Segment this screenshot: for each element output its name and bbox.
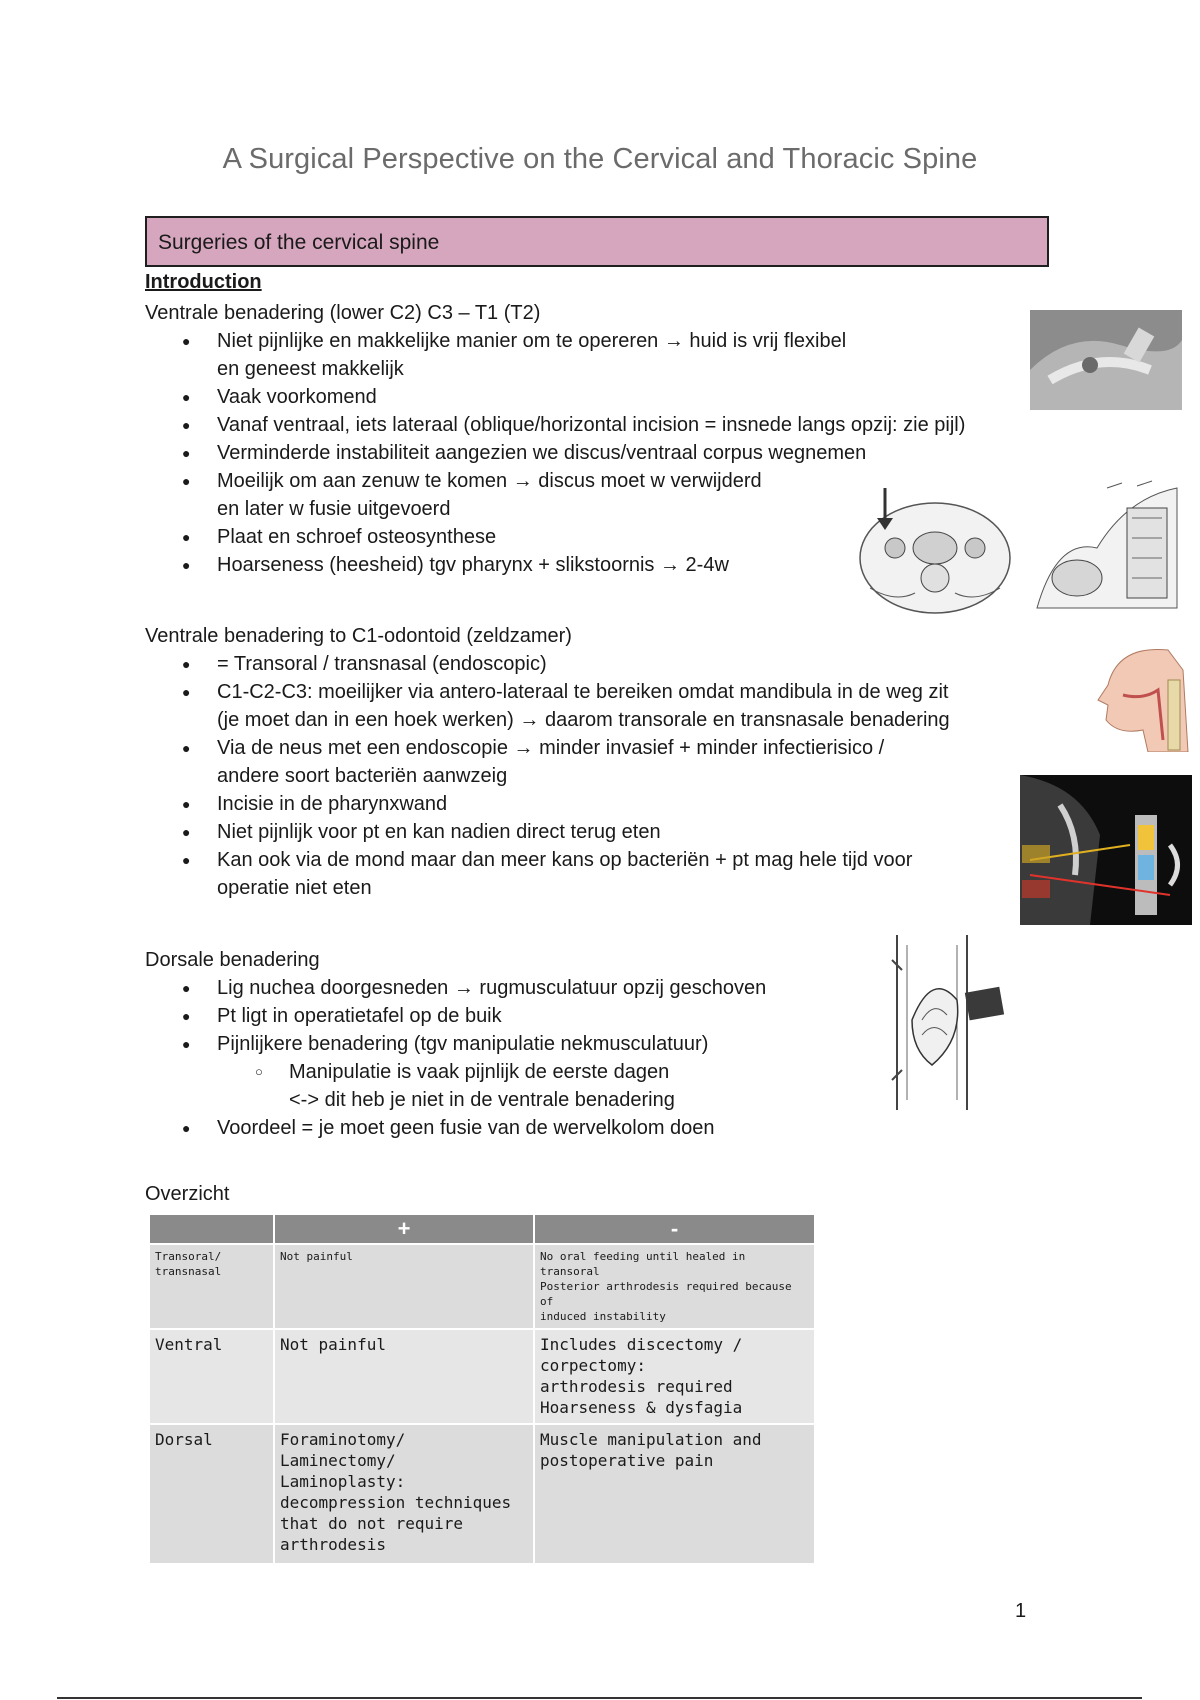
sagittal-diagram	[1027, 478, 1187, 618]
dorsal-sublist	[217, 1058, 925, 1114]
surgery-photo	[1030, 310, 1182, 410]
cross-section-diagram	[855, 478, 1015, 618]
page-number: 1	[1015, 1600, 1027, 1622]
transoral-list	[145, 650, 1065, 902]
dorsal-incision-drawing	[882, 930, 1007, 1115]
list-item: ○ Manipulatie is vaak pijnlijk de eerste dagen <-> dit heb je niet in de ventrale benadering	[145, 1058, 925, 1114]
table-row	[149, 1244, 815, 1329]
ventral-heading: Ventrale benadering (lower C2) C3 – T1 (T2)	[145, 302, 541, 324]
table-cell: Not painful	[274, 1244, 534, 1329]
list-item: ● Lig nuchea doorgesneden → rugmusculatuur opzij geschoven	[145, 974, 925, 1002]
list-item: ● Pijnlijkere benadering (tgv manipulatie nekmusculatuur) ○ Manipulatie is vaak pijnlijk de eerste dagen <-> dit heb je niet in de ventrale benadering	[145, 1030, 925, 1114]
list-item: ● Hoarseness (heesheid) tgv pharynx + slikstoornis → 2-4w	[145, 551, 1065, 579]
list-item: ● Vanaf ventraal, iets lateraal (oblique/horizontal incision = insnede langs opzij: zie pijl)	[145, 411, 1065, 439]
table-row	[149, 1424, 815, 1564]
list-item: ● Niet pijnlijke en makkelijke manier om te opereren → huid is vrij flexibel en geneest makkelijk	[145, 327, 1065, 383]
table-header-cell	[149, 1214, 274, 1244]
table-cell: Transoral/ transnasal	[149, 1244, 274, 1329]
list-item: ● Verminderde instabiliteit aangezien we discus/ventraal corpus wegnemen	[145, 439, 1065, 467]
list-item: ● Voordeel = je moet geen fusie van de wervelkolom doen	[145, 1114, 925, 1142]
head-anatomy-illustration	[1088, 640, 1198, 752]
footer-divider	[57, 1697, 1142, 1699]
table-cell: Foraminotomy/ Laminectomy/ Laminoplasty: decompression techniques that do not require arthrodesis	[274, 1424, 534, 1564]
introduction-heading: Introduction	[145, 271, 262, 293]
table-header-row	[149, 1214, 815, 1244]
table-cell: Ventral	[149, 1329, 274, 1424]
table-cell: Dorsal	[149, 1424, 274, 1564]
list-item: ● Vaak voorkomend	[145, 383, 1065, 411]
table-cell: No oral feeding until healed in transoral Posterior arthrodesis required because of induced instability	[534, 1244, 815, 1329]
table-header-cell: +	[274, 1214, 534, 1244]
list-item: ● Plaat en schroef osteosynthese	[145, 523, 1065, 551]
overview-heading: Overzicht	[145, 1183, 230, 1205]
table-header-cell: -	[534, 1214, 815, 1244]
list-item: ● Via de neus met een endoscopie → minder invasief + minder infectierisico / andere soort bacteriën aanwzeig	[145, 734, 1065, 790]
list-item: ● Moeilijk om aan zenuw te komen → discus moet w verwijderd en later w fusie uitgevoerd	[145, 467, 1065, 523]
list-item: ● Kan ook via de mond maar dan meer kans op bacteriën + pt mag hele tijd voor operatie niet eten	[145, 846, 1065, 902]
table-row	[149, 1329, 815, 1424]
table-cell: Not painful	[274, 1329, 534, 1424]
list-item: ● Pt ligt in operatietafel op de buik	[145, 1002, 925, 1030]
overview-table	[148, 1213, 816, 1565]
dorsal-list	[145, 974, 925, 1142]
section-header: Surgeries of the cervical spine	[145, 216, 1049, 267]
list-item: ● Incisie in de pharynxwand	[145, 790, 1065, 818]
table-cell: Muscle manipulation and postoperative pain	[534, 1424, 815, 1564]
list-item: ● = Transoral / transnasal (endoscopic)	[145, 650, 1065, 678]
transoral-heading: Ventrale benadering to C1-odontoid (zeldzamer)	[145, 625, 572, 647]
table-cell: Includes discectomy / corpectomy: arthrodesis required Hoarseness & dysfagia	[534, 1329, 815, 1424]
dorsal-heading: Dorsale benadering	[145, 949, 320, 971]
list-item: ● C1-C2-C3: moeilijker via antero-lateraal te bereiken omdat mandibula in de weg zit (je moet dan in een hoek werken) → daarom transorale en transnasale benadering	[145, 678, 1065, 734]
page-title: A Surgical Perspective on the Cervical and Thoracic Spine	[222, 143, 978, 175]
ct-scan-image	[1020, 775, 1192, 925]
list-item: ● Niet pijnlijk voor pt en kan nadien direct terug eten	[145, 818, 1065, 846]
